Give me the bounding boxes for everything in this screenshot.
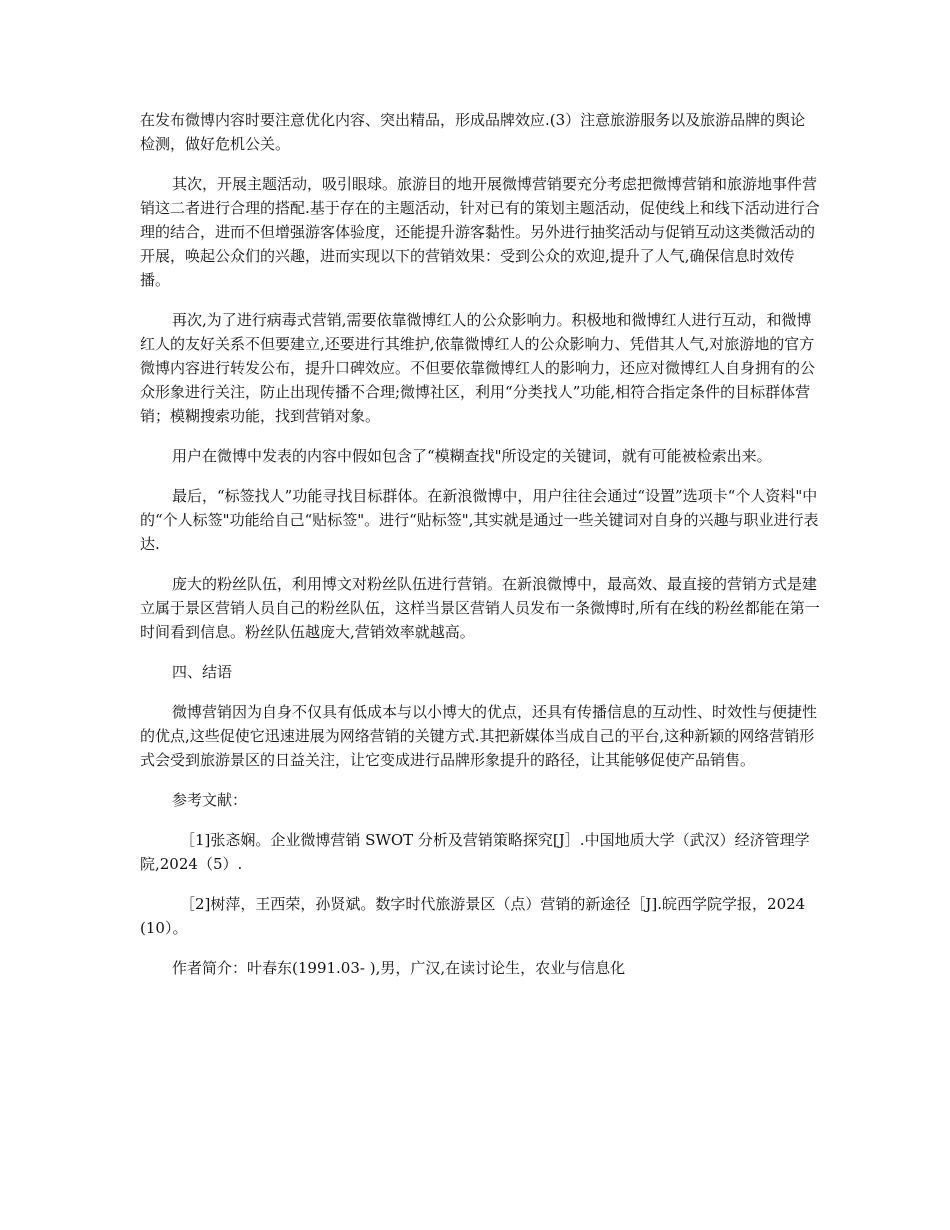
paragraph-theme-activities: 其次，开展主题活动，吸引眼球。旅游目的地开展微博营销要充分考虑把微博营销和旅游地事件营销这二者进行合理的搭配.基于存在的主题活动，针对已有的策划主题活动，促使线上和线下活动进行合理的结合，进而不但增强游客体验度，还能提升游客黏性。另外进行抽奖活动与促销互动这类微活动的开展，唤起公众们的兴趣，进而实现以下的营销效果：受到公众的欢迎,提升了人气,确保信息时效传播。 bbox=[140, 175, 820, 289]
paragraph-conclusion: 微博营销因为自身不仅具有低成本与以小博大的优点，还具有传播信息的互动性、时效性与便捷性的优点,这些促使它迅速进展为网络营销的关键方式.其把新媒体当成自己的平台,这种新颖的网络营销形式会受到旅游景区的日益关注，让它变成进行品牌形象提升的路径，让其能够促使产品销售。 bbox=[140, 703, 818, 769]
paragraph-intro-continuation: 在发布微博内容时要注意优化内容、突出精品，形成品牌效应.(3）注意旅游服务以及旅游品牌的舆论检测，做好危机公关。 bbox=[140, 111, 806, 153]
paragraph-viral-marketing: 再次,为了进行病毒式营销,需要依靠微博红人的公众影响力。积极地和微博红人进行互动，和微博红人的友好关系不但要建立,还要进行其维护,依靠微博红人的公众影响力、凭借其人气,对旅游地的官方微博内容进行转发公布，提升口碑效应。不但要依靠微博红人的影响力，还应对微博红人自身拥有的公众形象进行关注，防止出现传播不合理;微博社区，利用“分类找人”功能,相符合指定条件的目标群体营销；模糊搜索功能，找到营销对象。 bbox=[140, 311, 816, 425]
paragraph-fan-marketing: 庞大的粉丝队伍，利用博文对粉丝队伍进行营销。在新浪微博中，最高效、最直接的营销方式是建立属于景区营销人员自己的粉丝队伍，这样当景区营销人员发布一条微博时,所有在线的粉丝都能在第一时间看到信息。粉丝队伍越庞大,营销效率就越高。 bbox=[140, 575, 820, 641]
document-page bbox=[140, 108, 820, 996]
reference-item-1: ［1]张忞娴。企业微博营销 SWOT 分析及营销策略探究[J］.中国地质大学（武汉）经济管理学院,2024（5）. bbox=[140, 831, 810, 873]
reference-item-2: ［2]树萍，王西荣，孙贤斌。数字时代旅游景区（点）营销的新途径［J].皖西学院学报，2024(10）。 bbox=[140, 895, 806, 937]
paragraph-tag-search: 最后，“标签找人”功能寻找目标群体。在新浪微博中，用户往往会通过“设置”选项卡“个人资料"中的“个人标签"功能给自己“贴标签"。进行“贴标签",其实就是通过一些关键词对自身的兴趣与职业进行表达. bbox=[140, 487, 819, 553]
paragraph-fuzzy-search: 用户在微博中发表的内容中假如包含了“模糊查找"所设定的关键词，就有可能被检索出来。 bbox=[172, 447, 772, 465]
section-heading-conclusion: 四、结语 bbox=[172, 663, 233, 681]
author-bio: 作者简介：叶春东(1991.03- ),男，广汉,在读讨论生，农业与信息化 bbox=[172, 959, 626, 977]
references-heading: 参考文献： bbox=[172, 791, 248, 809]
